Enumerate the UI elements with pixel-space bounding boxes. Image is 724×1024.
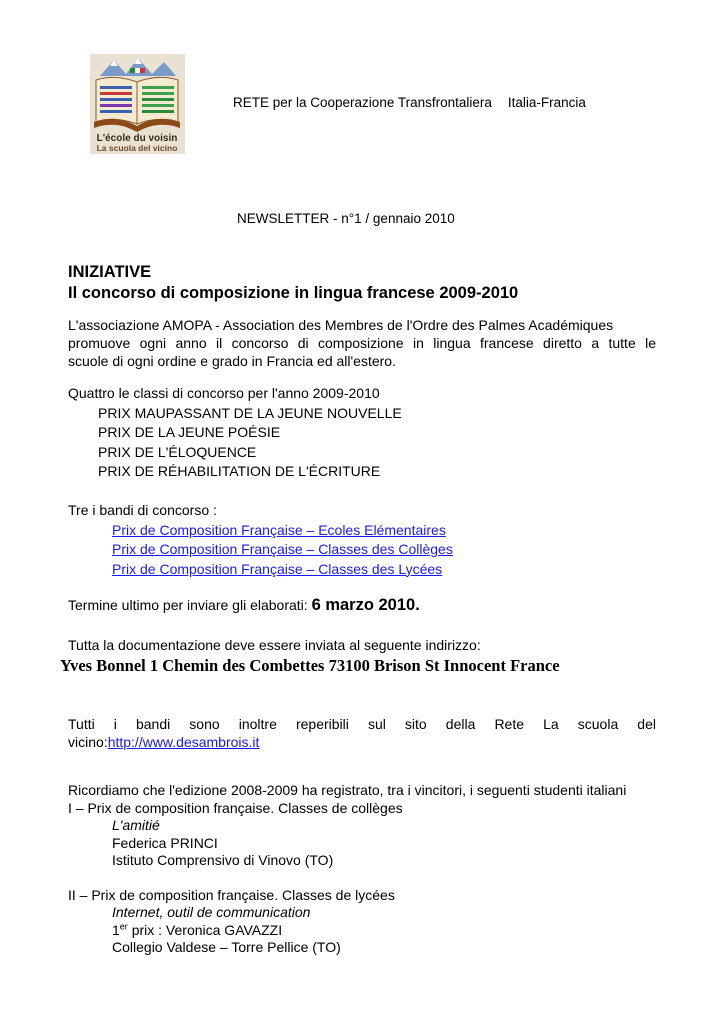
classes-block [68,384,656,482]
class-item: PRIX DE RÉHABILITATION DE L'ÉCRITURE [98,463,381,479]
postal-address: Yves Bonnel 1 Chemin des Combettes 73100 Brison St Innocent France [60,656,560,675]
svg-text:L'école du voisin: L'école du voisin [96,133,178,144]
award-winner: Federica PRINCI [112,834,218,851]
award-school: Istituto Comprensivo di Vinovo (TO) [112,852,334,868]
documentation-line: Tutta la documentazione deve essere inviata al seguente indirizzo: [68,637,481,653]
network-name: RETE per la Cooperazione Transfrontaliera [233,95,492,110]
award-school: Collegio Valdese – Torre Pellice (TO) [112,939,341,955]
open-book-icon [90,54,185,154]
site-paragraph [68,715,656,751]
school-logo [90,54,185,154]
newsletter-issue: NEWSLETTER - n°1 / gennaio 2010 [237,211,455,226]
intro-line: scuole di ogni ordine e grado in Francia ed all'estero. [68,353,396,369]
award-title: L'amitié [112,817,160,833]
region-name: Italia-Francia [507,95,586,110]
section-title: INIZIATIVE [68,263,152,281]
deadline-date: 6 marzo 2010. [311,596,420,614]
bandi-block [68,501,656,579]
winners-block [68,782,668,957]
intro-line: promuove ogni anno il concorso di composizione in lingua francese diretto a tutte le [68,335,656,351]
class-item: PRIX MAUPASSANT DE LA JEUNE NOUVELLE [98,404,402,421]
intro-paragraph [68,316,656,370]
class-item: PRIX DE LA JEUNE POÉSIE [98,424,281,440]
winners-intro: Ricordiamo che l'edizione 2008-2009 ha registrato, tra i vincitori, i seguenti studenti italiani [68,782,627,798]
deadline-label: Termine ultimo per inviare gli elaborati: [68,597,308,613]
site-line: Tutti i bandi sono inoltre reperibili sul sito della Rete La scuola del [68,716,656,732]
section-heading [68,262,518,304]
award-title: Internet, outil de communication [112,904,311,920]
site-url-link[interactable]: http://www.desambrois.it [107,734,260,750]
site-prefix: vicino: [68,734,108,750]
svg-text:La scuola del vicino: La scuola del vicino [96,143,178,153]
bando-link-lycees[interactable]: Prix de Composition Française – Classes des Lycées [112,560,443,577]
class-item: PRIX DE L'ÉLOQUENCE [98,443,257,460]
winners-category: I – Prix de composition française. Classes de collèges [68,799,403,816]
classes-heading: Quattro le classi di concorso per l'anno 2009-2010 [68,385,380,401]
header-line [233,95,586,110]
section-subtitle: Il concorso di composizione in lingua francese 2009-2010 [68,284,519,302]
award-winner: 1er prix : Veronica GAVAZZI [112,920,283,938]
winners-category: II – Prix de composition française. Classes de lycées [68,886,395,903]
bandi-heading: Tre i bandi di concorso : [68,502,217,518]
bando-link-colleges[interactable]: Prix de Composition Française – Classes des Collèges [112,541,453,557]
intro-line: L'associazione AMOPA - Association des Membres de l'Ordre des Palmes Académiques [68,317,614,333]
deadline-line [68,596,656,614]
bando-link-elementaires[interactable]: Prix de Composition Française – Ecoles Elémentaires [112,521,446,538]
